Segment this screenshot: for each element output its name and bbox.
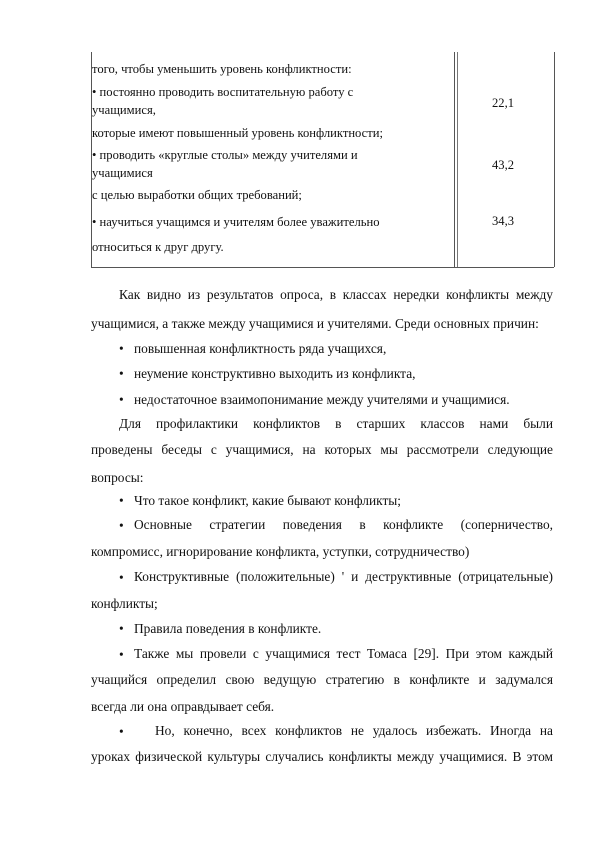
- list-item-continuation: компромисс, игнорирование конфликта, уступки, сотрудничество): [91, 544, 470, 559]
- paragraph-line: учащимися, а также между учащимися и учителями. Среди основных причин:: [91, 316, 539, 331]
- bullet-icon: •: [119, 647, 124, 662]
- list-item: неумение конструктивно выходить из конфликта,: [134, 366, 416, 381]
- table-value: 34,3: [491, 214, 515, 228]
- paragraph-line: вопросы:: [91, 470, 144, 485]
- list-item: Что такое конфликт, какие бывают конфликты;: [134, 493, 402, 508]
- list-item: Правила поведения в конфликте.: [134, 621, 322, 636]
- bullet-icon: •: [119, 570, 124, 585]
- list-item: Конструктивные (положительные) ' и деструктивные (отрицательные): [134, 569, 553, 584]
- table-row-text: которые имеют повышенный уровень конфликтности;: [92, 126, 384, 140]
- paragraph-line: проведены беседы с учащимися, на которых мы рассмотрели следующие: [91, 442, 553, 457]
- list-item-continuation: учащийся определил свою ведущую стратегию в конфликте и задумался: [91, 672, 553, 687]
- table-value: 22,1: [491, 96, 515, 110]
- paragraph-line: Как видно из результатов опроса, в классах нередки конфликты между: [119, 287, 553, 302]
- table-row-text: с целью выработки общих требований;: [92, 188, 302, 202]
- table-column-divider: [454, 52, 455, 267]
- table-row-text: • постоянно проводить воспитательную работу с: [92, 85, 354, 99]
- bullet-icon: •: [119, 518, 124, 533]
- paragraph-line: Для профилактики конфликтов в старших классов нами были: [119, 416, 553, 431]
- table-column-divider: [457, 52, 458, 267]
- bullet-icon: •: [119, 493, 124, 508]
- table-row-text: относиться к друг другу.: [92, 240, 224, 254]
- table-value: 43,2: [491, 158, 515, 172]
- list-item: Основные стратегии поведения в конфликте (соперничество,: [134, 517, 553, 532]
- table-row-text: учащимися,: [92, 103, 156, 117]
- list-item-continuation: всегда ли она оправдывает себя.: [91, 699, 275, 714]
- table-row-text: • проводить «круглые столы» между учителями и: [92, 148, 358, 162]
- table-row-text: того, чтобы уменьшить уровень конфликтности:: [92, 62, 352, 76]
- table-row-text: учащимися: [92, 166, 153, 180]
- bullet-icon: •: [119, 341, 124, 356]
- bullet-icon: •: [119, 366, 124, 381]
- list-item: Также мы провели с учащимися тест Томаса [29]. При этом каждый: [134, 646, 553, 661]
- results-table: [91, 52, 554, 268]
- list-item: недостаточное взаимопонимание между учителями и учащимися.: [134, 392, 510, 407]
- list-item: повышенная конфликтность ряда учащихся,: [134, 341, 387, 356]
- table-right-border: [554, 52, 555, 267]
- list-item: Но, конечно, всех конфликтов не удалось избежать. Иногда на: [155, 723, 553, 738]
- bullet-icon: •: [119, 392, 124, 407]
- table-row-text: • научиться учащимся и учителям более уважительно: [92, 215, 380, 229]
- bullet-icon: •: [119, 621, 124, 636]
- list-item-continuation: конфликты;: [91, 596, 158, 611]
- bullet-icon: •: [119, 724, 124, 739]
- list-item-continuation: уроках физической культуры случались конфликты между учащимися. В этом: [91, 749, 553, 764]
